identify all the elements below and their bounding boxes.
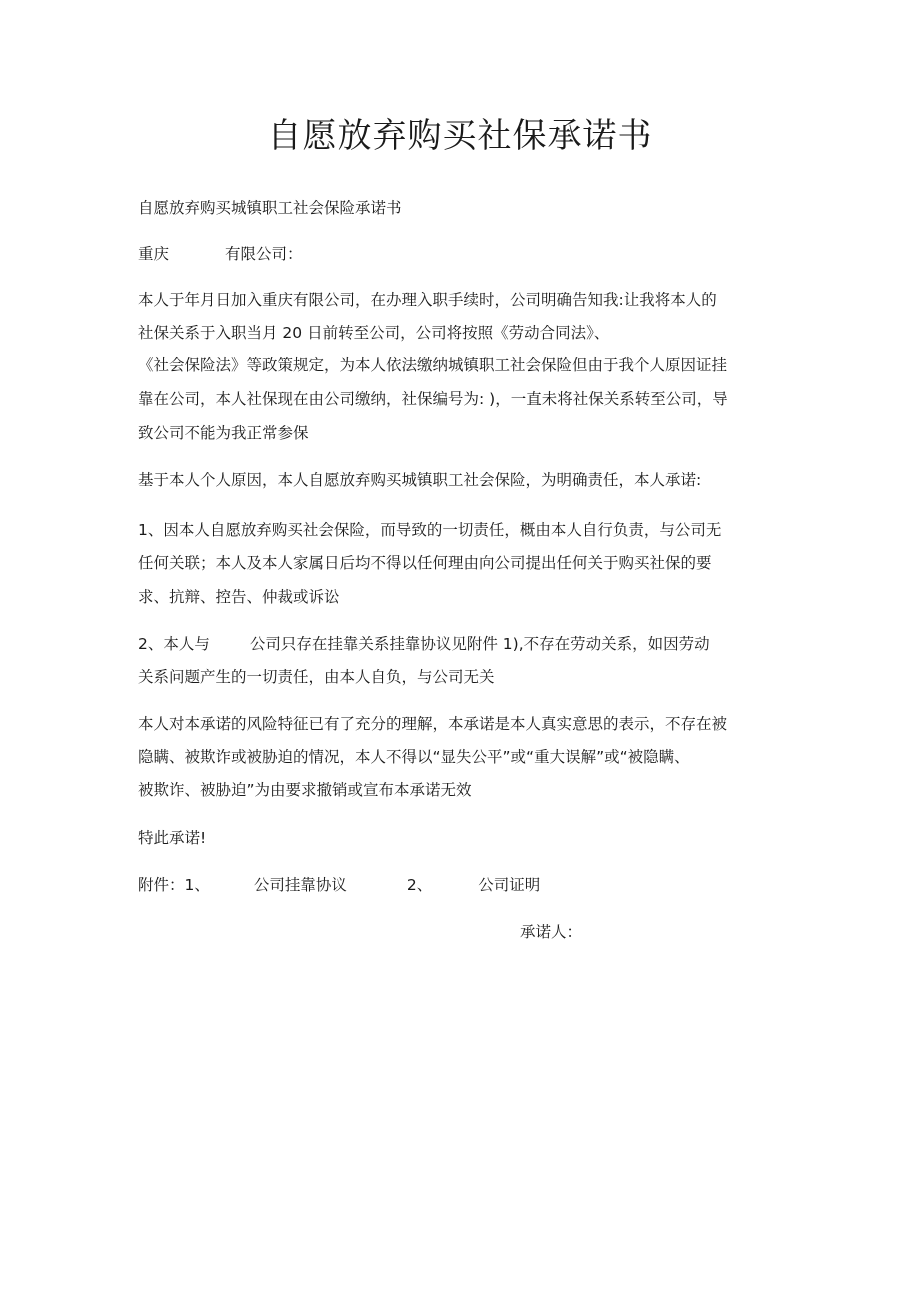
para3-line2: 隐瞒、被欺诈或被胁迫的情况，本人不得以“显失公平”或“重大误解”或“被隐瞒、 xyxy=(138,748,690,766)
para1-line4: 靠在公司，本人社保现在由公司缴纳，社保编号为: )，一直未将社保关系转至公司，导 xyxy=(138,390,728,408)
signer-label: 承诺人： xyxy=(520,923,583,941)
addressee xyxy=(138,244,303,264)
para3-line1: 本人对本承诺的风险特征已有了充分的理解，本承诺是本人真实意思的表示，不存在被 xyxy=(138,715,728,733)
document-title: 自愿放弃购买社保承诺书 xyxy=(267,116,653,156)
item2-line1-rest: 公司只存在挂靠关系挂靠协议见附件 1),不存在劳动关系，如因劳动 xyxy=(249,635,710,653)
para1-line5: 致公司不能为我正常参保 xyxy=(138,424,309,442)
attachment-1: 公司挂靠协议 xyxy=(253,876,347,894)
para3-line3: 被欺诈、被胁迫”为由要求撤销或宣布本承诺无效 xyxy=(138,781,472,799)
addressee-prefix: 重庆 xyxy=(138,245,170,263)
attachment-2: 公司证明 xyxy=(478,876,541,894)
attachments-label: 附件：1、 xyxy=(138,876,210,894)
item2-line1 xyxy=(138,634,710,654)
para1-line3: 《社会保险法》等政策规定，为本人依法缴纳城镇职工社会保险但由于我个人原因证挂 xyxy=(138,356,728,374)
addressee-suffix: 有限公司： xyxy=(225,245,303,263)
item1-line3: 求、抗辩、控告、仲裁或诉讼 xyxy=(138,588,340,606)
attachments-line xyxy=(138,875,540,895)
para2-line1: 基于本人个人原因，本人自愿放弃购买城镇职工社会保险，为明确责任，本人承诺: xyxy=(138,471,702,489)
closing-statement: 特此承诺! xyxy=(138,829,207,847)
item2-line1-start: 2、本人与 xyxy=(138,635,210,653)
item1-line2: 任何关联；本人及本人家属日后均不得以任何理由向公司提出任何关于购买社保的要 xyxy=(138,554,712,572)
document-subtitle: 自愿放弃购买城镇职工社会保险承诺书 xyxy=(138,199,402,217)
para1-line2: 社保关系于入职当月 20 日前转至公司，公司将按照《劳动合同法》、 xyxy=(138,324,610,342)
item1-line1: 1、因本人自愿放弃购买社会保险，而导致的一切责任，概由本人自行负责，与公司无 xyxy=(138,521,722,539)
item2-line2: 关系问题产生的一切责任，由本人自负，与公司无关 xyxy=(138,668,495,686)
attachment-2-number: 2、 xyxy=(406,876,433,894)
para1-line1: 本人于年月日加入重庆有限公司，在办理入职手续时，公司明确告知我:让我将本人的 xyxy=(138,291,717,309)
